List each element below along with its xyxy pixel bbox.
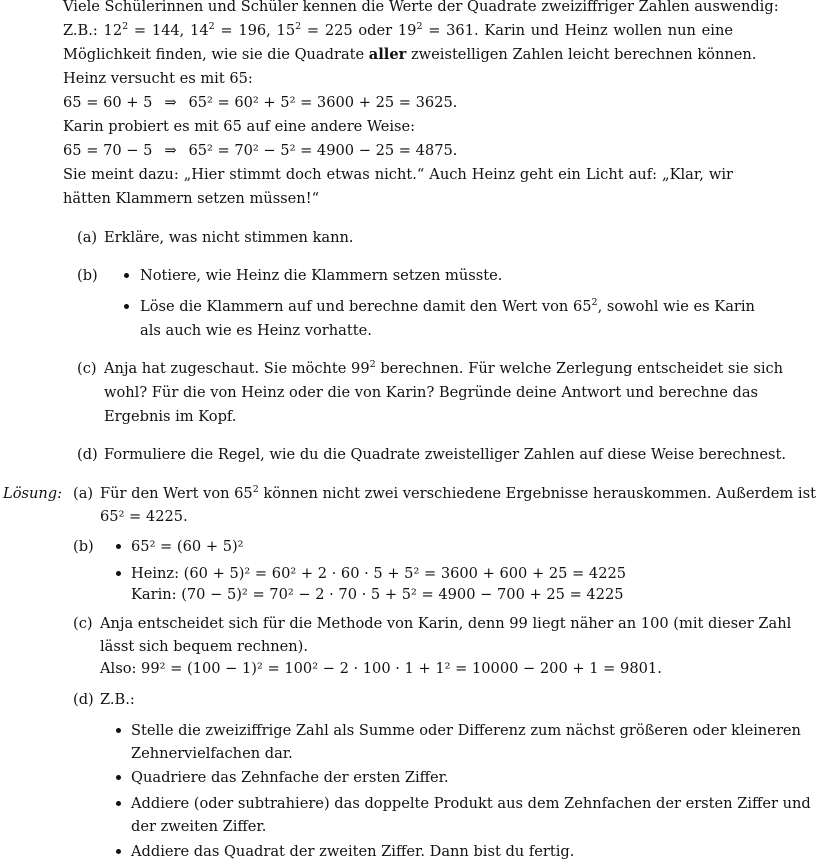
task-c-line-2: wohl? Für die von Heinz oder die von Karin? Begründe deine Antwort und berechne das bbox=[104, 384, 759, 401]
solution-c-line-1: Anja entscheidet sich für die Methode von Karin, denn 99 liegt näher an 100 (mit dieser Zahl bbox=[100, 615, 792, 632]
solution-d-item-1-line-1: Stelle die zweiziffrige Zahl als Summe oder Differenz zum nächst größeren oder kleineren bbox=[131, 722, 801, 739]
heinz-calculation: 65 = 60 + 5 ⇒ 65² = 60² + 5² = 3600 + 25 = 3625. bbox=[63, 94, 458, 111]
implies-arrow: ⇒ bbox=[164, 94, 177, 111]
solution-c-label: (c) bbox=[73, 615, 93, 632]
solution-d-item-1-line-2: Zehnervielfachen dar. bbox=[131, 745, 293, 762]
intro-examples-line: Z.B.: $12^2 = 144$, $14^2 = 196$, $15^2 = 225$ oder $19^2 = 361$. Karin und Heinz wollen nun eine bbox=[63, 21, 734, 39]
bullet-icon bbox=[116, 571, 121, 576]
solution-d-item-3-line-2: der zweiten Ziffer. bbox=[131, 818, 267, 835]
solution-b-label: (b) bbox=[73, 538, 94, 555]
solution-b-item-1: 65² = (60 + 5)² bbox=[131, 538, 244, 555]
solution-d-item-2: Quadriere das Zehnfache der ersten Ziffer. bbox=[131, 769, 449, 786]
task-d-text: Formuliere die Regel, wie du die Quadrate zweistelliger Zahlen auf diese Weise berechnest. bbox=[104, 446, 786, 463]
solution-b-heinz: Heinz: (60 + 5)² = 60² + 2 · 60 · 5 + 5² = 3600 + 600 + 25 = 4225 bbox=[131, 565, 627, 582]
bullet-icon bbox=[116, 775, 121, 780]
task-c-label: (c) bbox=[77, 360, 97, 377]
task-a-text: Erkläre, was nicht stimmen kann. bbox=[104, 229, 354, 246]
task-b-item-2-line-2: als auch wie es Heinz vorhatte. bbox=[140, 322, 372, 339]
solution-d-item-3-line-1: Addiere (oder subtrahiere) das doppelte Produkt aus dem Zehnfachen der ersten Ziffer und bbox=[131, 795, 811, 812]
bullet-icon bbox=[116, 544, 121, 549]
solution-d-text: Z.B.: bbox=[100, 691, 135, 708]
task-b-label: (b) bbox=[77, 267, 98, 284]
bullet-icon bbox=[116, 849, 121, 854]
intro-line-6: Karin probiert es mit 65 auf eine andere Weise: bbox=[63, 118, 416, 135]
implies-arrow: ⇒ bbox=[164, 142, 177, 159]
bullet-icon bbox=[116, 728, 121, 733]
solution-label: Lösung: bbox=[3, 485, 63, 502]
intro-line-4: Heinz versucht es mit 65: bbox=[63, 70, 253, 87]
intro-line-9: hätten Klammern setzen müssen!“ bbox=[63, 190, 320, 207]
intro-line-3: Möglichkeit finden, wie sie die Quadrate aller zweistelligen Zahlen leicht berechnen können. bbox=[63, 46, 757, 63]
solution-d-item-4: Addiere das Quadrat der zweiten Ziffer. Dann bist du fertig. bbox=[131, 843, 575, 860]
solution-c-line-2: lässt sich bequem rechnen). bbox=[100, 638, 309, 655]
bullet-icon bbox=[124, 273, 129, 278]
task-a-label: (a) bbox=[77, 229, 98, 246]
task-d-label: (d) bbox=[77, 446, 98, 463]
task-b-item-2-line-1: Löse die Klammern auf und berechne damit den Wert von $65^2$, sowohl wie es Karin bbox=[140, 297, 755, 315]
solution-b-karin: Karin: (70 − 5)² = 70² − 2 · 70 · 5 + 5² = 4900 − 700 + 25 = 4225 bbox=[131, 586, 624, 603]
karin-calculation: 65 = 70 − 5 ⇒ 65² = 70² − 5² = 4900 − 25 = 4875. bbox=[63, 142, 458, 159]
task-c-line-3: Ergebnis im Kopf. bbox=[104, 408, 237, 425]
intro-line-8: Sie meint dazu: „Hier stimmt doch etwas nicht.“ Auch Heinz geht ein Licht auf: „Klar, wir bbox=[63, 166, 733, 183]
task-c-line-1: Anja hat zugeschaut. Sie möchte $99^2$ berechnen. Für welche Zerlegung entscheidet sie sich bbox=[104, 359, 784, 377]
bullet-icon bbox=[124, 304, 129, 309]
solution-d-label: (d) bbox=[73, 691, 94, 708]
solution-a-line-2: 65² = 4225. bbox=[100, 508, 188, 525]
task-b-item-1: Notiere, wie Heinz die Klammern setzen müsste. bbox=[140, 267, 503, 284]
solution-a-line-1: Für den Wert von $65^2$ können nicht zwei verschiedene Ergebnisse herauskommen. Außerdem ist bbox=[100, 484, 816, 502]
bullet-icon bbox=[116, 801, 121, 806]
solution-c-line-3: Also: 99² = (100 − 1)² = 100² − 2 · 100 · 1 + 1² = 10000 − 200 + 1 = 9801. bbox=[100, 660, 662, 677]
emphasis-aller: aller bbox=[368, 46, 407, 63]
solution-a-label: (a) bbox=[73, 485, 94, 502]
intro-line-1: Viele Schülerinnen und Schüler kennen die Werte der Quadrate zweiziffriger Zahlen auswendig: bbox=[63, 0, 779, 15]
